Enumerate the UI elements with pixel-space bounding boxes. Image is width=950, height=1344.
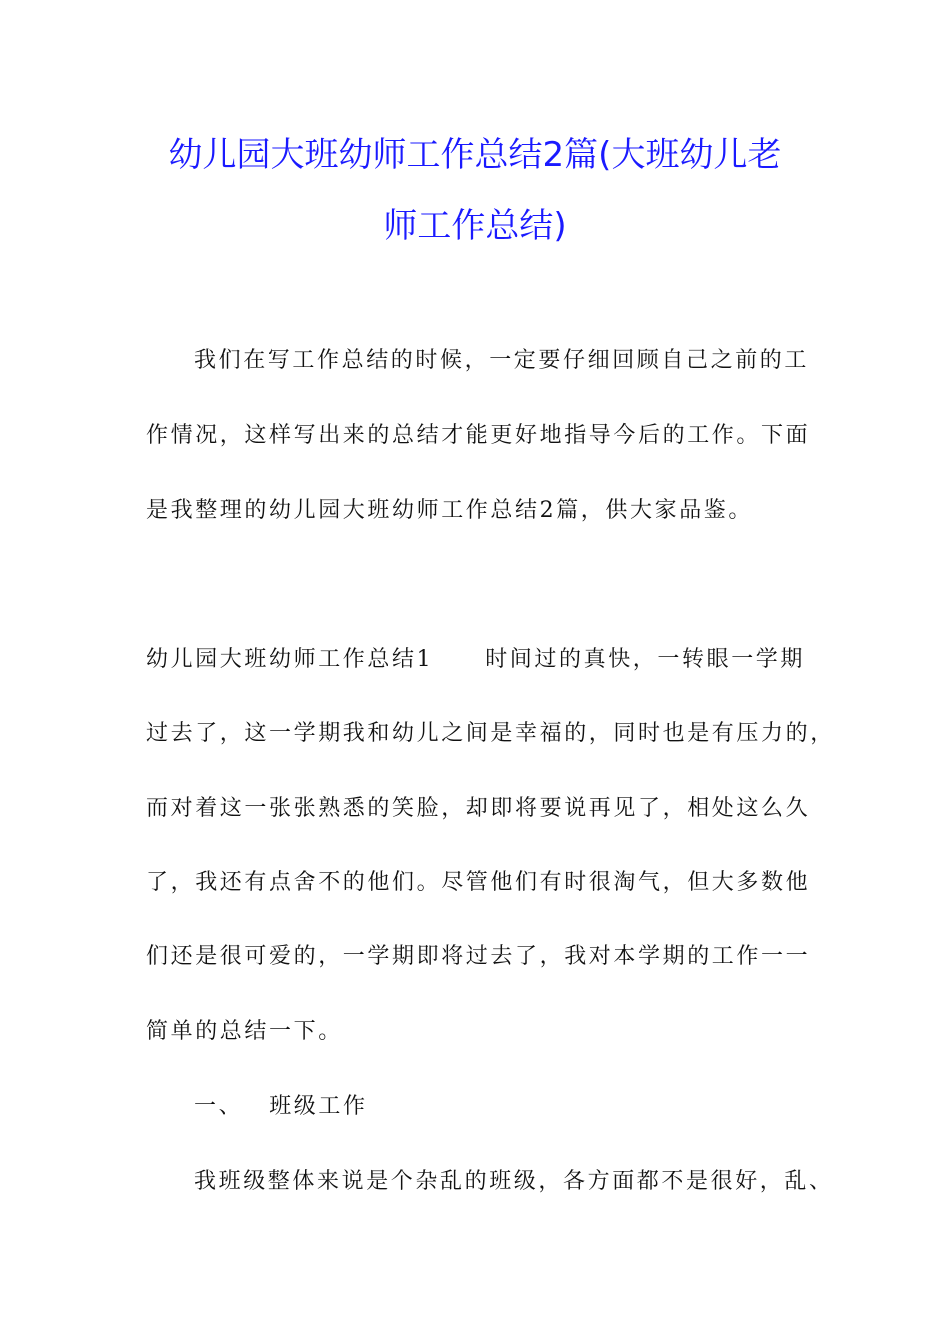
intro-line-1: 我们在写工作总结的时候，一定要仔细回顾自己之前的工 bbox=[194, 348, 810, 373]
subheading-text: 班级工作 bbox=[269, 1094, 368, 1119]
document-title-line-2: 师工作总结) bbox=[383, 206, 567, 246]
section1-line-6: 简单的总结一下。 bbox=[146, 1019, 343, 1044]
subheading-number: 一、 bbox=[194, 1094, 244, 1119]
section1-line-2: 过去了，这一学期我和幼儿之间是幸福的，同时也是有压力的， bbox=[146, 721, 835, 746]
section1-line-3: 而对着这一张张熟悉的笑脸，却即将要说再见了，相处这么久 bbox=[146, 796, 811, 821]
document-title-line-1: 幼儿园大班幼师工作总结2篇(大班幼儿老 bbox=[168, 135, 782, 175]
class-work-line-1: 我班级整体来说是个杂乱的班级，各方面都不是很好，乱、 bbox=[194, 1169, 834, 1194]
intro-line-2: 作情况，这样写出来的总结才能更好地指导今后的工作。下面 bbox=[146, 423, 811, 448]
section1-first-line-text: 时间过的真快，一转眼一学期 bbox=[485, 647, 806, 672]
section1-first-line bbox=[146, 645, 805, 675]
subheading bbox=[194, 1092, 368, 1122]
section1-heading: 幼儿园大班幼师工作总结1 bbox=[146, 647, 434, 672]
section1-line-5: 们还是很可爱的，一学期即将过去了，我对本学期的工作一一 bbox=[146, 944, 811, 969]
section1-line-4: 了，我还有点舍不的他们。尽管他们有时很淘气，但大多数他 bbox=[146, 870, 811, 895]
intro-line-3: 是我整理的幼儿园大班幼师工作总结2篇，供大家品鉴。 bbox=[146, 498, 753, 523]
